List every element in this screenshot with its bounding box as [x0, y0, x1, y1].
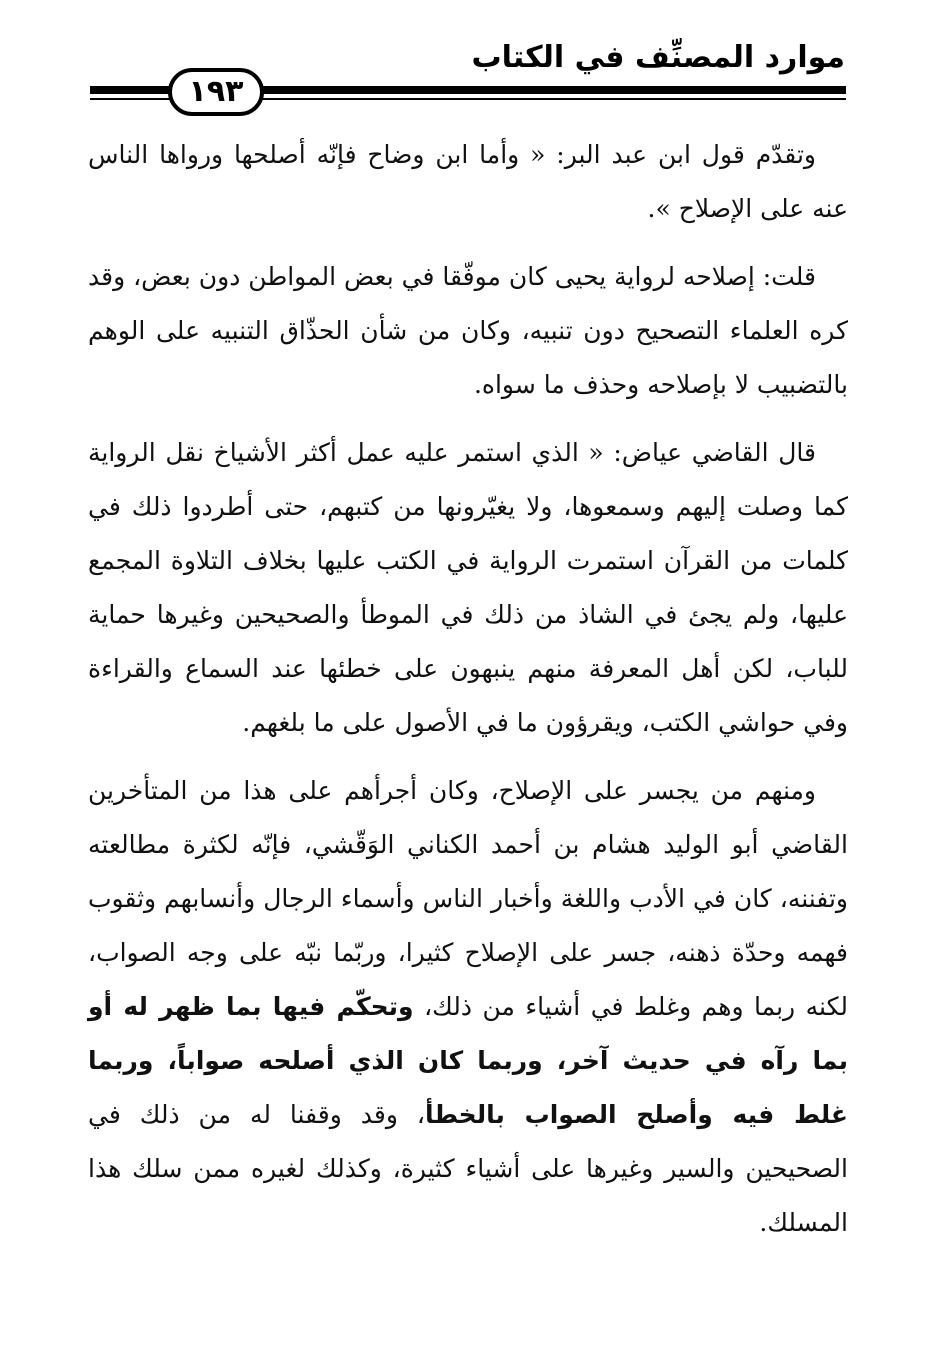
page-body [88, 128, 848, 1250]
paragraph-4 [88, 764, 848, 1250]
paragraph-1: وتقدّم قول ابن عبد البر: « وأما ابن وضاح فإنّه أصلحها ورواها الناس عنه على الإصلاح ». [88, 140, 848, 223]
paragraph-2: قلت: إصلاحه لرواية يحيى كان موفّقا في بعض المواطن دون بعض، وقد كره العلماء التصحيح دون تنبيه، وكان من شأن الحذّاق التنبيه على الوهم بالتضبيب لا بإصلاحه وحذف ما سواه. [88, 262, 848, 399]
page-number: ١٩٣ [168, 68, 264, 116]
paragraph-4-text-after: ، وقد وقفنا له من ذلك في الصحيحين والسير وغيرها على أشياء كثيرة، وكذلك لغيره ممن سلك هذا المسلك. [88, 1100, 848, 1237]
paragraph-4-text-before: ومنهم من يجسر على الإصلاح، وكان أجرأهم على هذا من المتأخرين القاضي أبو الوليد هشام بن أحمد الكناني الوَقّشي، فإنّه لكثرة مطالعته وتفننه، كان في الأدب واللغة وأخبار الناس وأسماء الرجال وأنسابهم وثقوب فهمه وحدّة ذهنه، جسر على الإصلاح كثيرا، وربّما نبّه على وجه الصواب، لكنه ربما وهم وغلط في أشياء من ذلك، [88, 776, 848, 1021]
paragraph-4-bold-text: وتحكّم فيها بما ظهر له أو بما رآه في حديث آخر، وربما كان الذي أصلحه صواباً، وربما غلط فيه وأصلح الصواب بالخطأ [88, 992, 849, 1129]
paragraph-3: قال القاضي عياض: « الذي استمر عليه عمل أكثر الأشياخ نقل الرواية كما وصلت إليهم وسمعوها، ولا يغيّرونها من كتبهم، حتى أطردوا ذلك في كلمات من القرآن استمرت الرواية في الكتب عليها بخلاف التلاوة المجمع عليها، ولم يجئ في الشاذ من ذلك في الموطأ والصحيحين وغيرها حماية للباب، لكن أهل المعرفة منهم ينبهون على خطئها عند السماع والقراءة وفي حواشي الكتب، ويقرؤون ما في الأصول على ما بلغهم. [88, 438, 848, 737]
running-title: موارد المصنِّف في الكتاب [471, 40, 845, 75]
